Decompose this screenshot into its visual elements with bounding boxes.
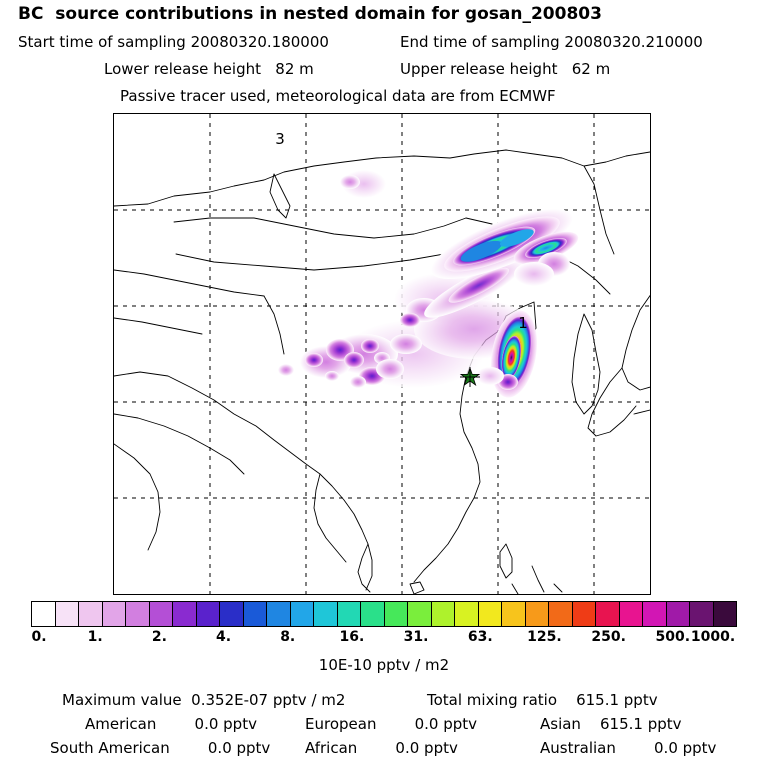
colorbar-tick-label: 4. <box>216 629 232 645</box>
concentration-field <box>278 170 582 401</box>
colorbar-tick-labels <box>0 629 768 649</box>
colorbar-swatch <box>432 602 456 626</box>
max-value-stat: Maximum value 0.352E-07 pptv / m2 <box>62 691 346 709</box>
colorbar-tick-label: 250. <box>591 629 626 645</box>
colorbar-tick-label: 2. <box>151 629 167 645</box>
colorbar-swatch <box>361 602 385 626</box>
colorbar-tick-label: 31. <box>403 629 429 645</box>
colorbar-tick-label: 0. <box>31 629 47 645</box>
european-stat: European 0.0 pptv <box>305 715 478 733</box>
map-label-1: 1 <box>518 314 528 332</box>
australian-stat: Australian 0.0 pptv <box>540 739 717 757</box>
colorbar-swatch <box>56 602 80 626</box>
colorbar-swatch <box>549 602 573 626</box>
colorbar-swatch <box>32 602 56 626</box>
colorbar-tick-label: 16. <box>339 629 365 645</box>
colorbar-swatch <box>291 602 315 626</box>
colorbar-tick-label: 8. <box>280 629 296 645</box>
colorbar-swatch <box>526 602 550 626</box>
colorbar-tick-label: 125. <box>527 629 562 645</box>
lower-release-height-label: Lower release height 82 m <box>104 60 314 78</box>
colorbar-swatch <box>173 602 197 626</box>
colorbar-swatch <box>596 602 620 626</box>
colorbar-swatch <box>103 602 127 626</box>
colorbar-swatch <box>502 602 526 626</box>
colorbar-swatch <box>338 602 362 626</box>
colorbar-swatch <box>385 602 409 626</box>
colorbar-swatch <box>690 602 714 626</box>
end-time-label: End time of sampling 20080320.210000 <box>400 33 703 51</box>
upper-release-height-label: Upper release height 62 m <box>400 60 611 78</box>
start-time-label: Start time of sampling 20080320.180000 <box>18 33 329 51</box>
colorbar-swatch <box>220 602 244 626</box>
colorbar-swatch <box>714 602 737 626</box>
colorbar-swatch <box>643 602 667 626</box>
colorbar-swatch <box>197 602 221 626</box>
colorbar-swatch <box>267 602 291 626</box>
colorbar-swatch <box>79 602 103 626</box>
page-title: BC source contributions in nested domain for gosan_200803 <box>18 4 602 24</box>
asian-stat: Asian 615.1 pptv <box>540 715 682 733</box>
colorbar-swatch <box>667 602 691 626</box>
colorbar-tick-label: 500. <box>655 629 691 645</box>
colorbar-tick-label: 1. <box>87 629 103 645</box>
colorbar-swatch <box>150 602 174 626</box>
colorbar-swatch <box>479 602 503 626</box>
american-stat: American 0.0 pptv <box>85 715 257 733</box>
map-panel <box>113 113 651 595</box>
african-stat: African 0.0 pptv <box>305 739 458 757</box>
map-label-3: 3 <box>275 130 285 148</box>
colorbar-swatch <box>244 602 268 626</box>
map-svg <box>114 114 650 594</box>
tracer-note-label: Passive tracer used, meteorological data are from ECMWF <box>120 87 556 105</box>
colorbar-swatch <box>314 602 338 626</box>
colorbar-swatch <box>573 602 597 626</box>
colorbar-tick-label: 1000. <box>690 629 736 645</box>
colorbar-swatch <box>455 602 479 626</box>
south-american-stat: South American 0.0 pptv <box>50 739 271 757</box>
total-mixing-ratio-stat: Total mixing ratio 615.1 pptv <box>427 691 658 709</box>
colorbar-swatch <box>408 602 432 626</box>
colorbar-tick-label: 63. <box>467 629 493 645</box>
colorbar-unit-label: 10E-10 pptv / m2 <box>318 656 450 674</box>
colorbar <box>31 601 737 627</box>
colorbar-swatch <box>620 602 644 626</box>
colorbar-swatch <box>126 602 150 626</box>
